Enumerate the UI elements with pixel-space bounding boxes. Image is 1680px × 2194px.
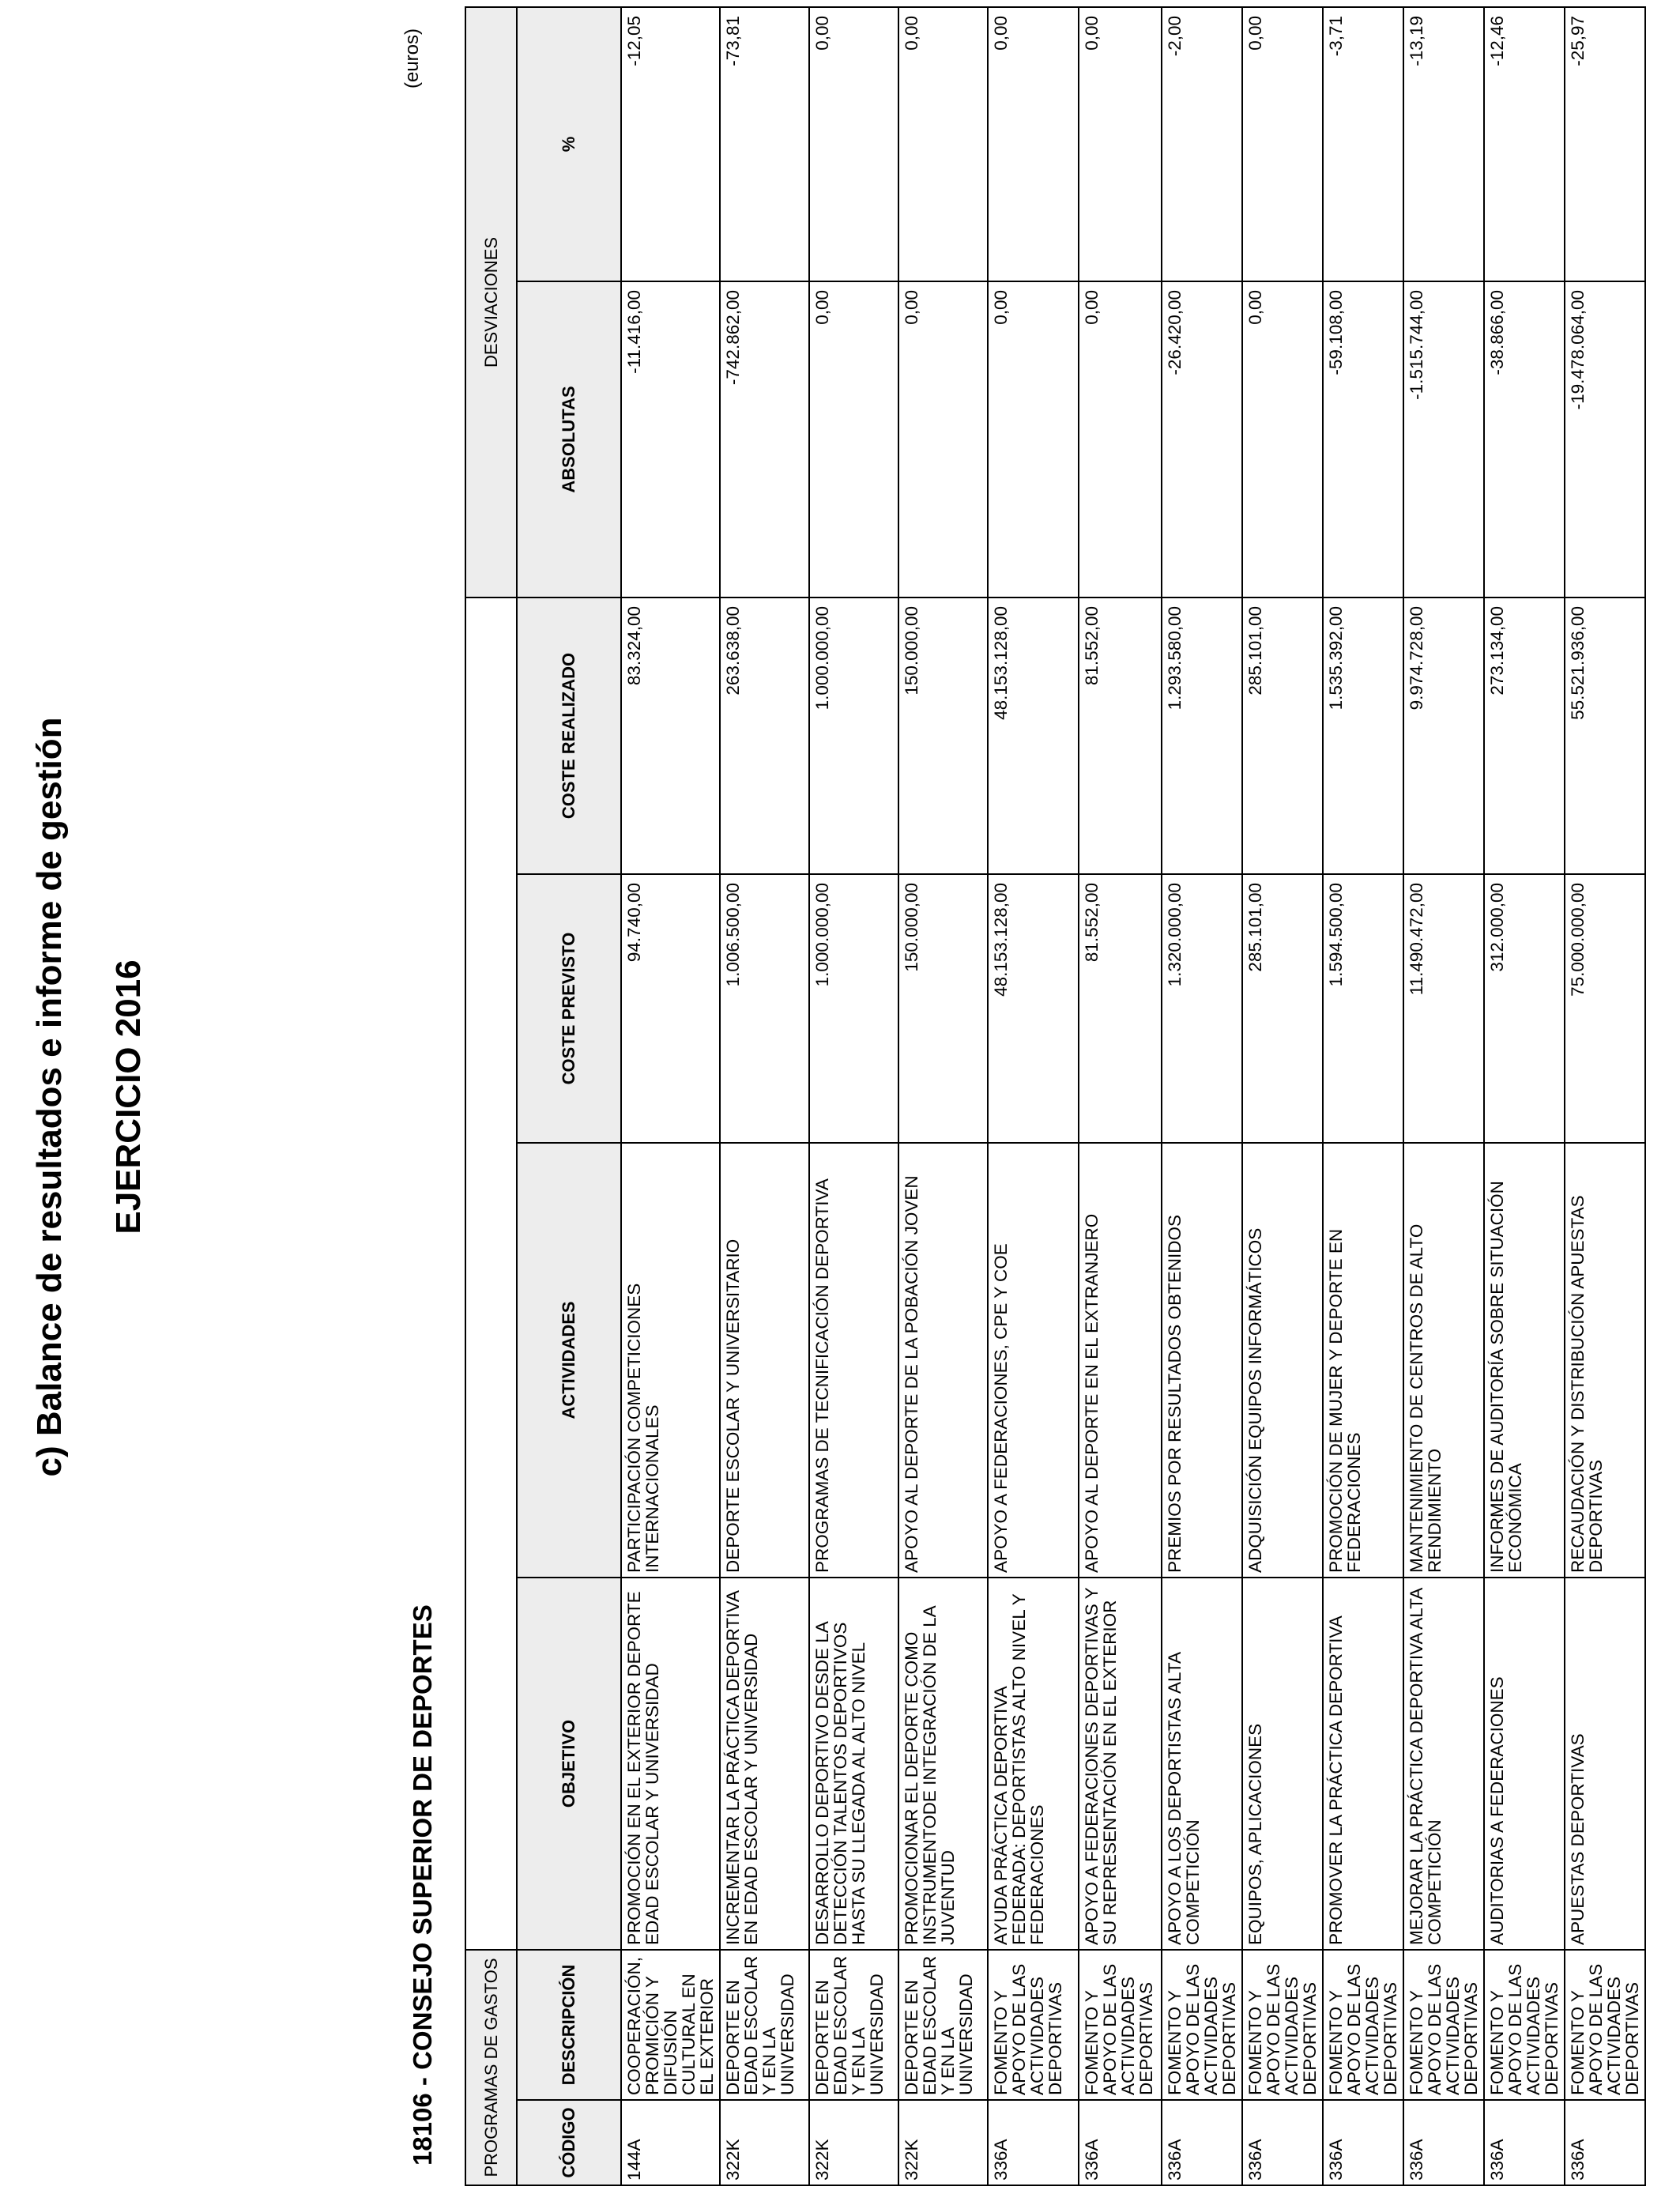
header-actividades: ACTIVIDADES	[517, 1143, 621, 1578]
cell-porcentaje: 0,00	[988, 7, 1079, 281]
cell-actividades: DEPORTE ESCOLAR Y UNIVERSITARIO	[720, 1143, 809, 1578]
cell-descripcion: FOMENTO Y APOYO DE LAS ACTIVIDADES DEPORTIVAS	[1484, 1950, 1565, 2100]
cell-porcentaje: -12,46	[1484, 7, 1565, 281]
table-row	[898, 7, 988, 2185]
table-row	[1403, 7, 1484, 2185]
cell-actividades: MANTENIMIENTO DE CENTROS DE ALTO RENDIMIENTO	[1403, 1143, 1484, 1578]
group-programas-header: PROGRAMAS DE GASTOS	[465, 1950, 517, 2185]
cell-coste-previsto: 94.740,00	[621, 874, 720, 1143]
cell-porcentaje: -25,97	[1565, 7, 1645, 281]
cell-coste-realizado: 285.101,00	[1242, 598, 1323, 874]
cell-actividades: APOYO AL DEPORTE DE LA POBACIÓN JOVEN	[898, 1143, 988, 1578]
cell-descripcion: FOMENTO Y APOYO DE LAS ACTIVIDADES DEPORTIVAS	[1242, 1950, 1323, 2100]
cell-coste-previsto: 48.153.128,00	[988, 874, 1079, 1143]
cell-codigo: 336A	[1162, 2100, 1242, 2185]
cell-coste-previsto: 312.000,00	[1484, 874, 1565, 1143]
group-header-row	[465, 7, 517, 2185]
header-absolutas: ABSOLUTAS	[517, 281, 621, 598]
cell-absolutas: 0,00	[1079, 281, 1162, 598]
cell-porcentaje: -13,19	[1403, 7, 1484, 281]
cell-objetivo: APOYO A LOS DEPORTISTAS ALTA COMPETICIÓN	[1162, 1578, 1242, 1950]
header-descripcion: DESCRIPCIÓN	[517, 1950, 621, 2100]
cell-coste-realizado: 263.638,00	[720, 598, 809, 874]
cell-descripcion: FOMENTO Y APOYO DE LAS ACTIVIDADES DEPORTIVAS	[1323, 1950, 1403, 2100]
units-label: (euros)	[401, 28, 423, 89]
cell-descripcion: FOMENTO Y APOYO DE LAS ACTIVIDADES DEPORTIVAS	[1565, 1950, 1645, 2100]
cell-objetivo: DESARROLLO DEPORTIVO DESDE LA DETECCIÓN TALENTOS DEPORTIVOS HASTA SU LLEGADA AL ALTO NIVEL	[809, 1578, 898, 1950]
cell-descripcion: DEPORTE EN EDAD ESCOLAR Y EN LA UNIVERSIDAD	[809, 1950, 898, 2100]
cell-actividades: PARTICIPACIÓN COMPETICIONES INTERNACIONALES	[621, 1143, 720, 1578]
cell-porcentaje: 0,00	[1242, 7, 1323, 281]
cell-coste-realizado: 1.535.392,00	[1323, 598, 1403, 874]
cell-objetivo: PROMOCIÓN EN EL EXTERIOR DEPORTE EDAD ESCOLAR Y UNIVERSIDAD	[621, 1578, 720, 1950]
cell-absolutas: 0,00	[898, 281, 988, 598]
cell-porcentaje: -3,71	[1323, 7, 1403, 281]
cell-absolutas: -19.478.064,00	[1565, 281, 1645, 598]
cell-absolutas: 0,00	[988, 281, 1079, 598]
cell-codigo: 336A	[1242, 2100, 1323, 2185]
management-report-table	[465, 6, 1646, 2186]
cell-porcentaje: 0,00	[898, 7, 988, 281]
cell-codigo: 322K	[809, 2100, 898, 2185]
cell-descripcion: FOMENTO Y APOYO DE LAS ACTIVIDADES DEPORTIVAS	[1403, 1950, 1484, 2100]
cell-actividades: RECAUDACIÓN Y DISTRIBUCIÓN APUESTAS DEPORTIVAS	[1565, 1143, 1645, 1578]
cell-objetivo: PROMOCIONAR EL DEPORTE COMO INSTRUMENTODE INTEGRACIÓN DE LA JUVENTUD	[898, 1578, 988, 1950]
cell-coste-realizado: 1.293.580,00	[1162, 598, 1242, 874]
table-row	[809, 7, 898, 2185]
cell-actividades: PROGRAMAS DE TECNIFICACIÓN DEPORTIVA	[809, 1143, 898, 1578]
page-title: c) Balance de resultados e informe de gestión	[30, 717, 69, 1477]
cell-coste-previsto: 285.101,00	[1242, 874, 1323, 1143]
cell-absolutas: 0,00	[809, 281, 898, 598]
column-header-row	[517, 7, 621, 2185]
cell-objetivo: INCREMENTAR LA PRÁCTICA DEPORTIVA EN EDAD ESCOLAR Y UNIVERSIDAD	[720, 1578, 809, 1950]
table-row	[1323, 7, 1403, 2185]
cell-objetivo: APOYO A FEDERACIONES DEPORTIVAS Y SU REPRESENTACIÓN EN EL EXTERIOR	[1079, 1578, 1162, 1950]
fiscal-year-heading: EJERCICIO 2016	[109, 959, 148, 1235]
cell-coste-realizado: 150.000,00	[898, 598, 988, 874]
cell-absolutas: -59.108,00	[1323, 281, 1403, 598]
cell-codigo: 322K	[898, 2100, 988, 2185]
cell-objetivo: APUESTAS DEPORTIVAS	[1565, 1578, 1645, 1950]
cell-actividades: APOYO AL DEPORTE EN EL EXTRANJERO	[1079, 1143, 1162, 1578]
cell-porcentaje: -12,05	[621, 7, 720, 281]
blank-header-area	[465, 598, 517, 1950]
cell-coste-realizado: 83.324,00	[621, 598, 720, 874]
cell-porcentaje: 0,00	[1079, 7, 1162, 281]
cell-descripcion: COOPERACIÓN, PROMICIÓN Y DIFUSIÓN CULTURAL EN EL EXTERIOR	[621, 1950, 720, 2100]
cell-descripcion: FOMENTO Y APOYO DE LAS ACTIVIDADES DEPORTIVAS	[1079, 1950, 1162, 2100]
table-row	[1162, 7, 1242, 2185]
cell-actividades: ADQUISICIÓN EQUIPOS INFORMÁTICOS	[1242, 1143, 1323, 1578]
cell-codigo: 144A	[621, 2100, 720, 2185]
table-row	[1242, 7, 1323, 2185]
cell-objetivo: MEJORAR LA PRÁCTICA DEPORTIVA ALTA COMPETICIÓN	[1403, 1578, 1484, 1950]
cell-codigo: 336A	[1323, 2100, 1403, 2185]
cell-descripcion: DEPORTE EN EDAD ESCOLAR Y EN LA UNIVERSIDAD	[898, 1950, 988, 2100]
cell-descripcion: FOMENTO Y APOYO DE LAS ACTIVIDADES DEPORTIVAS	[988, 1950, 1079, 2100]
header-objetivo: OBJETIVO	[517, 1578, 621, 1950]
cell-coste-realizado: 273.134,00	[1484, 598, 1565, 874]
cell-actividades: INFORMES DE AUDITORÍA SOBRE SITUACIÓN ECONÓMICA	[1484, 1143, 1565, 1578]
table-row	[720, 7, 809, 2185]
cell-codigo: 336A	[988, 2100, 1079, 2185]
cell-coste-previsto: 11.490.472,00	[1403, 874, 1484, 1143]
cell-coste-previsto: 150.000,00	[898, 874, 988, 1143]
cell-absolutas: -26.420,00	[1162, 281, 1242, 598]
group-desviaciones-header: DESVIACIONES	[465, 7, 517, 598]
cell-descripcion: FOMENTO Y APOYO DE LAS ACTIVIDADES DEPORTIVAS	[1162, 1950, 1242, 2100]
cell-coste-previsto: 1.594.500,00	[1323, 874, 1403, 1143]
cell-coste-realizado: 81.552,00	[1079, 598, 1162, 874]
cell-absolutas: -742.862,00	[720, 281, 809, 598]
cell-coste-previsto: 1.320.000,00	[1162, 874, 1242, 1143]
cell-objetivo: AYUDA PRÁCTICA DEPORTIVA FEDERADA: DEPORTISTAS ALTO NIVEL Y FEDERACIONES	[988, 1578, 1079, 1950]
cell-coste-realizado: 1.000.000,00	[809, 598, 898, 874]
table-row	[988, 7, 1079, 2185]
cell-actividades: PROMOCIÓN DE MUJER Y DEPORTE EN FEDERACIONES	[1323, 1143, 1403, 1578]
cell-coste-realizado: 9.974.728,00	[1403, 598, 1484, 874]
header-codigo: CÓDIGO	[517, 2100, 621, 2185]
cell-coste-previsto: 1.006.500,00	[720, 874, 809, 1143]
cell-objetivo: AUDITORIAS A FEDERACIONES	[1484, 1578, 1565, 1950]
table-row	[1079, 7, 1162, 2185]
cell-coste-previsto: 75.000.000,00	[1565, 874, 1645, 1143]
cell-coste-realizado: 55.521.936,00	[1565, 598, 1645, 874]
cell-coste-realizado: 48.153.128,00	[988, 598, 1079, 874]
cell-absolutas: -1.515.744,00	[1403, 281, 1484, 598]
cell-absolutas: 0,00	[1242, 281, 1323, 598]
cell-descripcion: DEPORTE EN EDAD ESCOLAR Y EN LA UNIVERSIDAD	[720, 1950, 809, 2100]
cell-codigo: 336A	[1079, 2100, 1162, 2185]
cell-absolutas: -38.866,00	[1484, 281, 1565, 598]
header-coste-previsto: COSTE PREVISTO	[517, 874, 621, 1143]
table-row	[1484, 7, 1565, 2185]
organism-heading: 18106 - CONSEJO SUPERIOR DE DEPORTES	[408, 1604, 437, 2166]
cell-actividades: APOYO A FEDERACIONES, CPE Y COE	[988, 1143, 1079, 1578]
header-porcentaje: %	[517, 7, 621, 281]
header-coste-realizado: COSTE REALIZADO	[517, 598, 621, 874]
table-row	[621, 7, 720, 2185]
cell-codigo: 336A	[1403, 2100, 1484, 2185]
cell-actividades: PREMIOS POR RESULTADOS OBTENIDOS	[1162, 1143, 1242, 1578]
cell-codigo: 336A	[1484, 2100, 1565, 2185]
cell-codigo: 322K	[720, 2100, 809, 2185]
cell-codigo: 336A	[1565, 2100, 1645, 2185]
cell-coste-previsto: 1.000.000,00	[809, 874, 898, 1143]
cell-objetivo: EQUIPOS, APLICACIONES	[1242, 1578, 1323, 1950]
cell-absolutas: -11.416,00	[621, 281, 720, 598]
table-row	[1565, 7, 1645, 2185]
cell-porcentaje: 0,00	[809, 7, 898, 281]
cell-porcentaje: -2,00	[1162, 7, 1242, 281]
cell-objetivo: PROMOVER LA PRÁCTICA DEPORTIVA	[1323, 1578, 1403, 1950]
cell-coste-previsto: 81.552,00	[1079, 874, 1162, 1143]
cell-porcentaje: -73,81	[720, 7, 809, 281]
